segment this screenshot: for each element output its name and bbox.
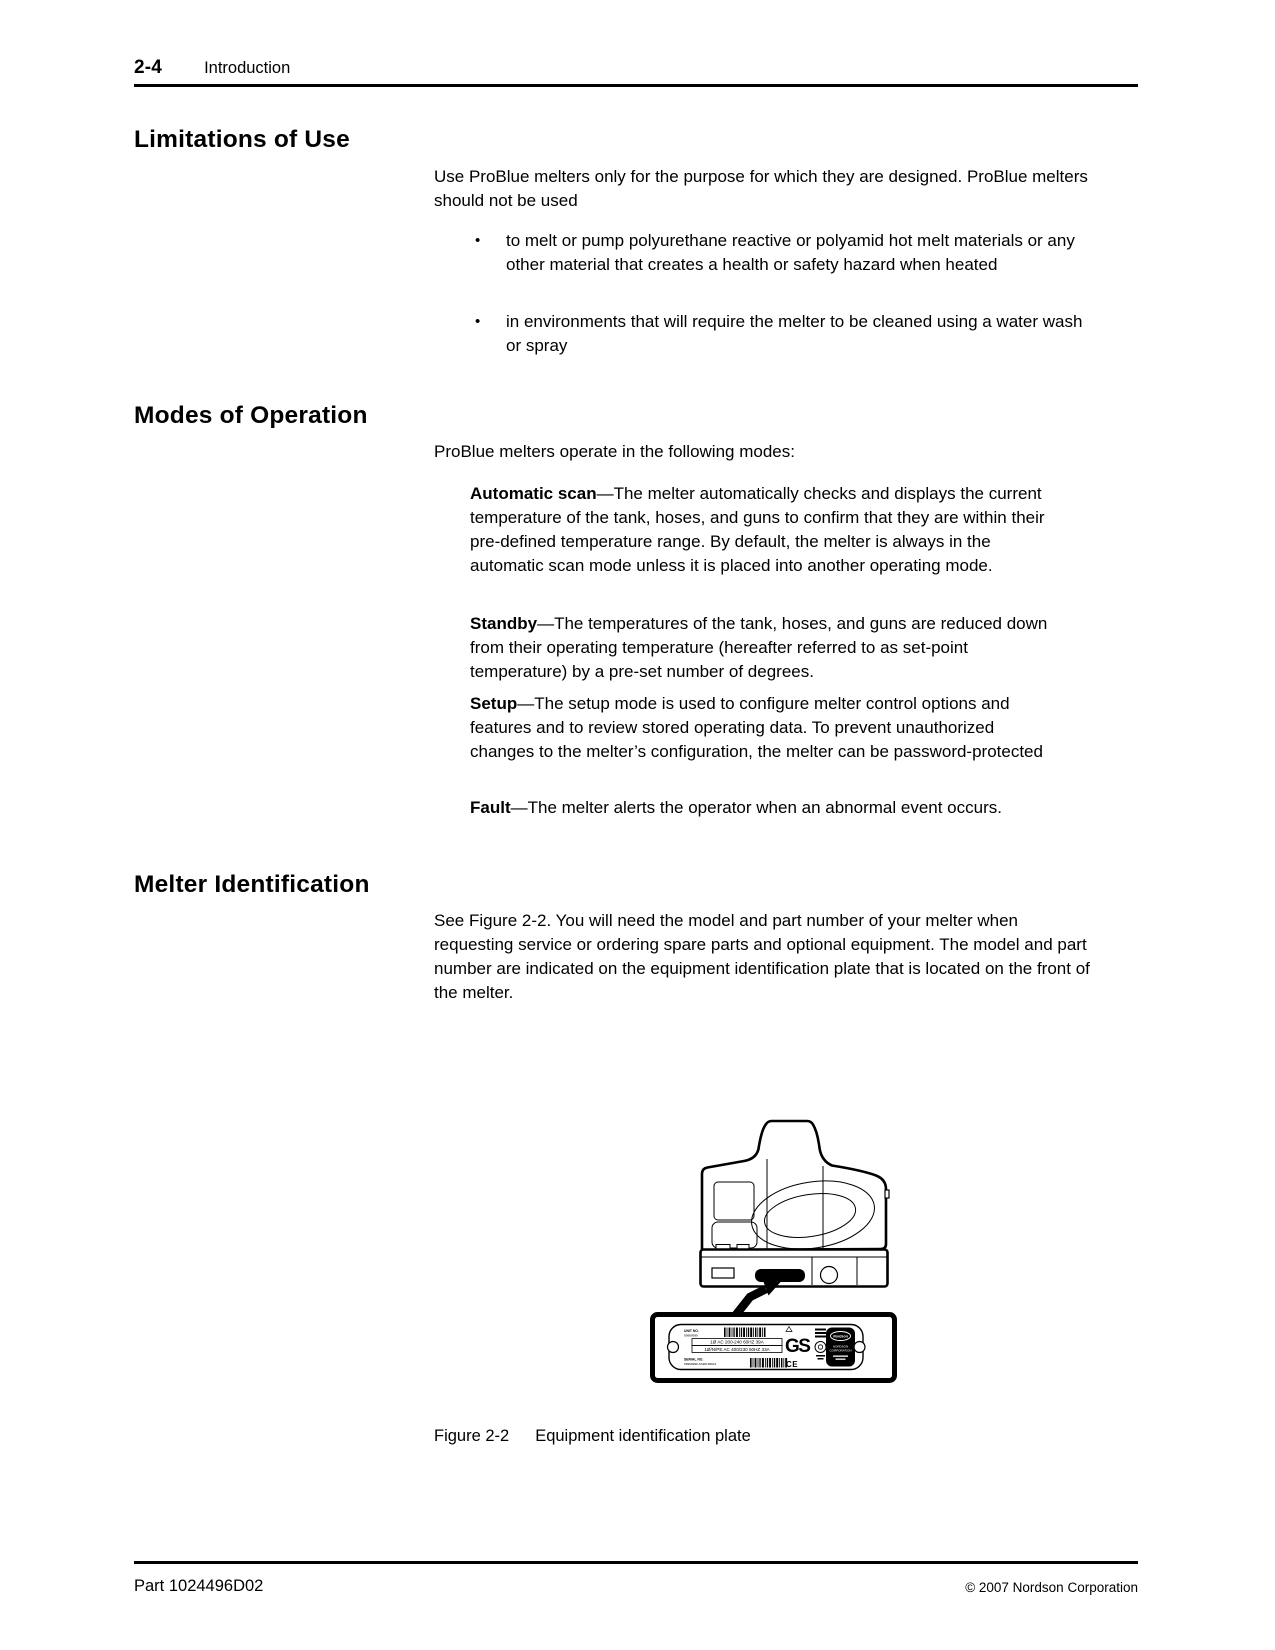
bullet-item xyxy=(475,229,1100,277)
rating-line-1: 1Ø AC 200-240 60HZ 39A xyxy=(710,1339,764,1345)
bullet-text: in environments that will require the melter to be cleaned using a water wash or spray xyxy=(506,312,1083,355)
plate-mounting-hole xyxy=(668,1342,679,1353)
brand-line: NORDSON xyxy=(832,1344,849,1349)
rating-line-2: 1Ø/N/PE AC 400/230 50HZ 33A xyxy=(704,1346,770,1352)
serial-number: 99999999 AS99199921 xyxy=(684,1362,717,1367)
mode-name: Standby xyxy=(470,614,538,633)
identification-body: See Figure 2-2. You will need the model and part number of your melter when requesting service or ordering spare parts and optional equipment. The model and part number are indicated on the equipment identification plate that is located on the front of the melter. xyxy=(434,911,1090,1002)
page-number: 2-4 xyxy=(134,57,163,78)
mode-name: Fault xyxy=(470,798,511,817)
mode-automatic-scan xyxy=(470,482,1058,578)
melter-control-panel xyxy=(714,1182,754,1220)
barcode-icon xyxy=(724,1328,766,1338)
modes-intro: ProBlue melters operate in the following modes: xyxy=(434,442,795,461)
nordson-logo-text: Nordson xyxy=(833,1334,848,1339)
gs-mark-icon: GS xyxy=(785,1336,810,1357)
serial-label: SERIAL NO. xyxy=(684,1357,704,1362)
mode-name: Setup xyxy=(470,694,518,713)
figure-caption xyxy=(434,1427,751,1446)
mode-standby xyxy=(470,612,1058,684)
limitations-intro: Use ProBlue melters only for the purpose for which they are designed. ProBlue melters should not be used xyxy=(434,167,1088,210)
page-header xyxy=(134,57,290,79)
base-drain-port xyxy=(821,1267,838,1284)
bullet-icon: • xyxy=(475,232,481,249)
chapter-title: Introduction xyxy=(204,59,291,77)
nordson-badge xyxy=(826,1328,855,1367)
mode-fault xyxy=(470,796,1080,820)
identification-plate xyxy=(668,1325,866,1370)
bullet-icon: • xyxy=(475,313,481,330)
unit-label: UNIT NO. xyxy=(684,1329,699,1333)
mode-description: —The melter alerts the operator when an abnormal event occurs. xyxy=(510,798,1002,817)
id-plate-location xyxy=(755,1269,805,1282)
footer-part-number: Part 1024496D02 xyxy=(134,1577,264,1595)
unit-number: 99999999 xyxy=(684,1333,698,1338)
mode-description: —The setup mode is used to configure melter control options and features and to review stored operating data. To prevent unauthorized changes to the melter’s configuration, the melter can be password-protected xyxy=(470,694,1043,761)
ce-mark-icon: CE xyxy=(786,1360,799,1369)
section-heading-identification: Melter Identification xyxy=(134,871,370,898)
figure-label: Figure 2-2 xyxy=(434,1427,510,1445)
melter-illustration xyxy=(640,1110,900,1392)
mode-description: —The melter automatically checks and displays the current temperature of the tank, hoses, and guns to confirm that they are within their pre-defined temperature range. By default, the melter is always in the automatic scan mode unless it is placed into another operating mode. xyxy=(470,484,1045,575)
mode-name: Automatic scan xyxy=(470,484,597,503)
section-heading-modes: Modes of Operation xyxy=(134,402,368,429)
melter-side-tab xyxy=(885,1190,889,1198)
mode-setup xyxy=(470,692,1058,764)
footer-copyright: © 2007 Nordson Corporation xyxy=(965,1580,1138,1595)
plate-mounting-hole xyxy=(854,1342,865,1353)
mode-description: —The temperatures of the tank, hoses, and guns are reduced down from their operating temperature (hereafter referred to as set-point temperature) by a pre-set number of degrees. xyxy=(470,614,1048,681)
header-rule xyxy=(134,84,1138,87)
brand-line: CORPORATION xyxy=(829,1348,852,1353)
figure-caption-text: Equipment identification plate xyxy=(535,1427,751,1445)
footer-rule xyxy=(134,1561,1138,1564)
bullet-text: to melt or pump polyurethane reactive or polyamid hot melt materials or any other material that creates a health or safety hazard when heated xyxy=(506,231,1075,274)
bullet-item xyxy=(475,310,1100,358)
section-heading-limitations: Limitations of Use xyxy=(134,126,350,153)
base-switch xyxy=(712,1268,734,1278)
